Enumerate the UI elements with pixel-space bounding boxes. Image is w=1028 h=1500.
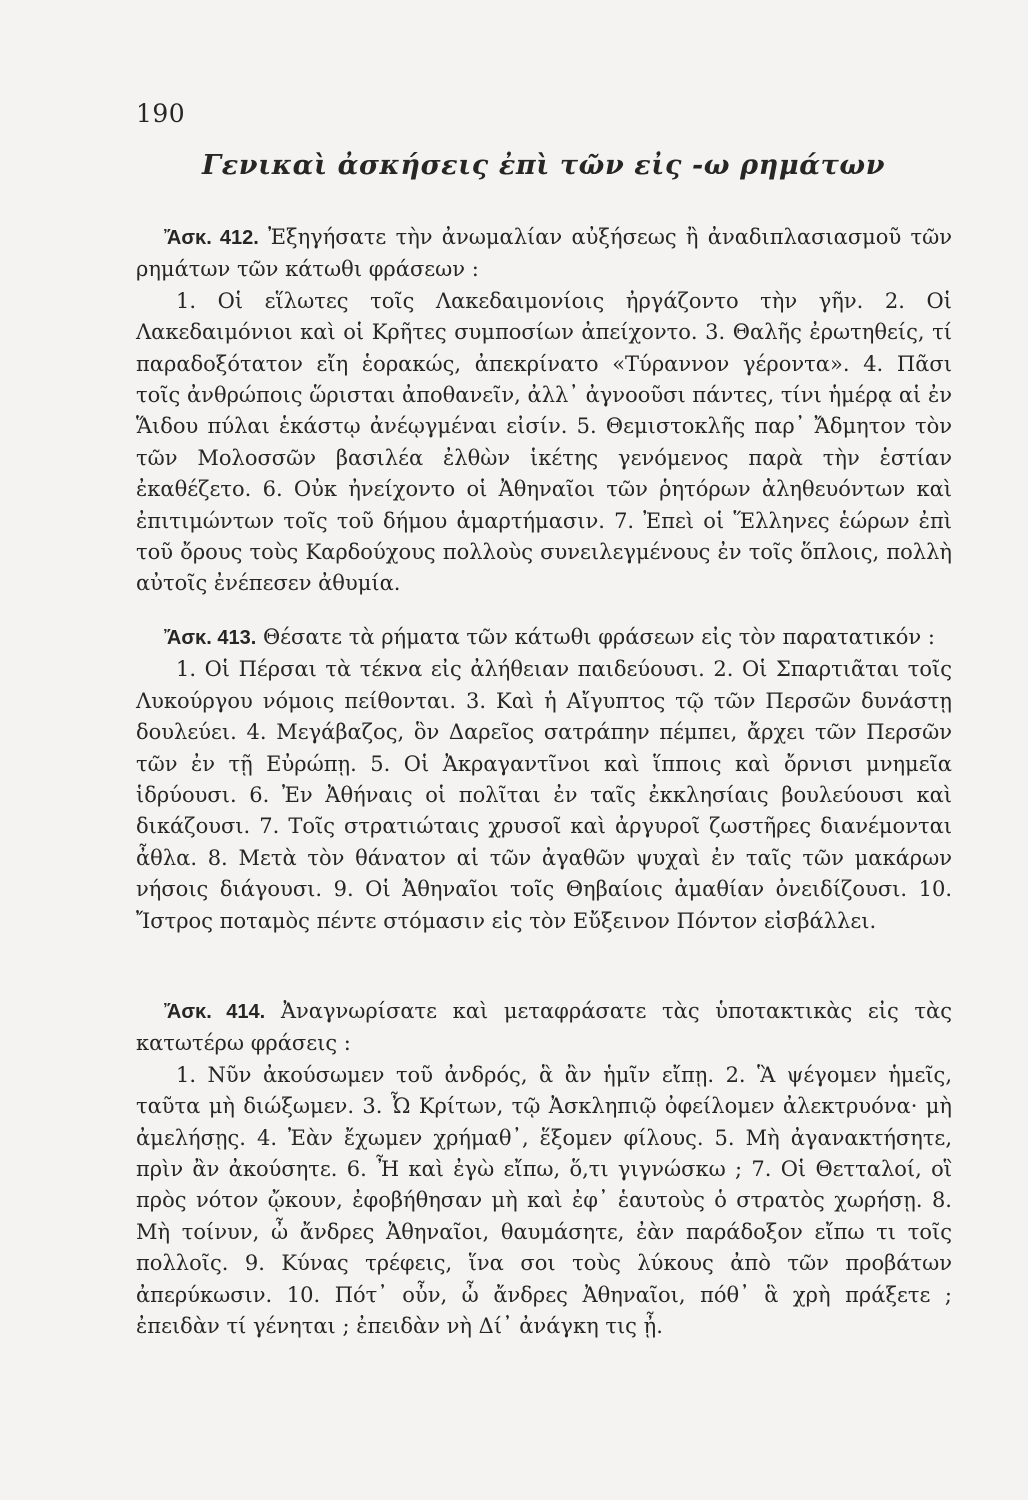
exercise-sentences: 1. Νῦν ἀκούσωμεν τοῦ ἀνδρός, ἃ ἂν ἡμῖν εἴπῃ. 2. Ἃ ψέγομεν ἡμεῖς, ταῦτα μὴ διώξωμεν. 3. Ὦ Κρίτων, τῷ Ἀσκληπιῷ ὀφείλομεν ἀλεκτρυόνα· μὴ ἀμελήσῃς. 4. Ἐὰν ἔχωμεν χρήμαθ᾽, ἕξομεν φίλους. 5. Μὴ ἀγανακτήσητε, πρὶν ἂν ἀκούσητε. 6. Ἦ καὶ ἐγὼ εἴπω, ὅ,τι γιγνώσκω ; 7. Οἱ Θετταλοί, οἳ πρὸς νότον ᾤκουν, ἐφοβήθησαν μὴ καὶ ἐφ᾽ ἑαυτοὺς ὁ στρατὸς χωρήσῃ. 8. Μὴ τοίνυν, ὦ ἄνδρες Ἀθηναῖοι, θαυμάσητε, ἐὰν παράδοξον εἴπω τι τοῖς πολλοῖς. 9. Κύνας τρέφεις, ἵνα σοι τοὺς λύκους ἀπὸ τῶν προβάτων ἀπερύκωσιν. 10. Πότ᾽ οὖν, ὦ ἄνδρες Ἀθηναῖοι, πόθ᾽ ἃ χρὴ πράξετε ; ἐπειδὰν τί γένηται ; ἐπειδὰν νὴ Δί᾽ ἀνάγκη τις ᾖ. <box>136 1062 952 1339</box>
exercise-heading <box>136 622 952 654</box>
section-title: Γενικαὶ ἀσκήσεις ἐπὶ τῶν εἰς -ω ρημάτων <box>202 150 886 181</box>
exercise-heading <box>136 222 952 286</box>
page-number: 190 <box>136 99 186 128</box>
exercise-instruction: Ἀναγνωρίσατε καὶ μεταφράσατε τὰς ὑποτακτικὰς εἰς τὰς κατωτέρω φράσεις : <box>136 999 952 1056</box>
exercise-sentences: 1. Οἱ Πέρσαι τὰ τέκνα εἰς ἀλήθειαν παιδεύουσι. 2. Οἱ Σπαρτιᾶται τοῖς Λυκούργου νόμοις πείθονται. 3. Καὶ ἡ Αἴγυπτος τῷ τῶν Περσῶν δυνάστῃ δουλεύει. 4. Μεγάβαζος, ὃν Δαρεῖος σατράπην πέμπει, ἄρχει τῶν Περσῶν τῶν ἐν τῇ Εὐρώπῃ. 5. Οἱ Ἀκραγαντῖνοι καὶ ἵπποις καὶ ὄρνισι μνημεῖα ἱδρύουσι. 6. Ἐν Ἀθήναις οἱ πολῖται ἐν ταῖς ἐκκλησίαις βουλεύουσι καὶ δικάζουσι. 7. Τοῖς στρατιώταις χρυσοῖ καὶ ἀργυροῖ ζωστῆρες διανέμονται ἆθλα. 8. Μετὰ τὸν θάνατον αἱ τῶν ἀγαθῶν ψυχαὶ ἐν ταῖς τῶν μακάρων νήσοις διάγουσι. 9. Οἱ Ἀθηναῖοι τοῖς Θηβαίοις ἀμαθίαν ὀνειδίζουσι. 10. Ἴστρος ποταμὸς πέντε στόμασιν εἰς τὸν Εὔξεινον Πόντον εἰσβάλλει. <box>136 657 952 933</box>
exercise-label: Ἄσκ. 414. <box>164 1001 266 1023</box>
exercise-label: Ἄσκ. 413. <box>164 627 257 649</box>
exercise-heading <box>136 996 952 1060</box>
exercise-instruction: Ἐξηγήσατε τὴν ἀνωμαλίαν αὐξήσεως ἢ ἀναδιπλασιασμοῦ τῶν ρημάτων τῶν κάτωθι φράσεων : <box>136 225 952 282</box>
exercise-sentences: 1. Οἱ εἵλωτες τοῖς Λακεδαιμονίοις ἠργάζοντο τὴν γῆν. 2. Οἱ Λακεδαιμόνιοι καὶ οἱ Κρῆτες συμποσίων ἀπείχοντο. 3. Θαλῆς ἐρωτηθείς, τί παραδοξότατον εἴη ἑορακώς, ἀπεκρίνατο «Τύραννον γέροντα». 4. Πᾶσι τοῖς ἀνθρώποις ὥρισται ἀποθανεῖν, ἀλλ᾽ ἀγνοοῦσι πάντες, τίνι ἡμέρᾳ αἱ ἐν Ἅιδου πύλαι ἑκάστῳ ἀνέῳγμέναι εἰσίν. 5. Θεμιστοκλῆς παρ᾽ Ἄδμητον τὸν τῶν Μολοσσῶν βασιλέα ἐλθὼν ἱκέτης γενόμενος παρὰ τὴν ἑστίαν ἐκαθέζετο. 6. Οὐκ ἠνείχοντο οἱ Ἀθηναῖοι τῶν ῥητόρων ἀληθευόντων καὶ ἐπιτιμώντων τοῖς τοῦ δήμου ἁμαρτήμασιν. 7. Ἐπεὶ οἱ Ἕλληνες ἑώρων ἐπὶ τοῦ ὄρους τοὺς Καρδούχους πολλοὺς συνειλεγμένους ἐν τοῖς ὅπλοις, πολλὴ αὐτοῖς ἐνέπεσεν ἀθυμία. <box>136 288 952 596</box>
exercise-label: Ἄσκ. 412. <box>164 227 259 249</box>
exercise-instruction: Θέσατε τὰ ρήματα τῶν κάτωθι φράσεων εἰς τὸν παρατατικόν : <box>262 625 935 649</box>
exercise-413 <box>136 622 952 937</box>
exercise-412 <box>136 222 952 600</box>
exercise-414 <box>136 996 952 1342</box>
